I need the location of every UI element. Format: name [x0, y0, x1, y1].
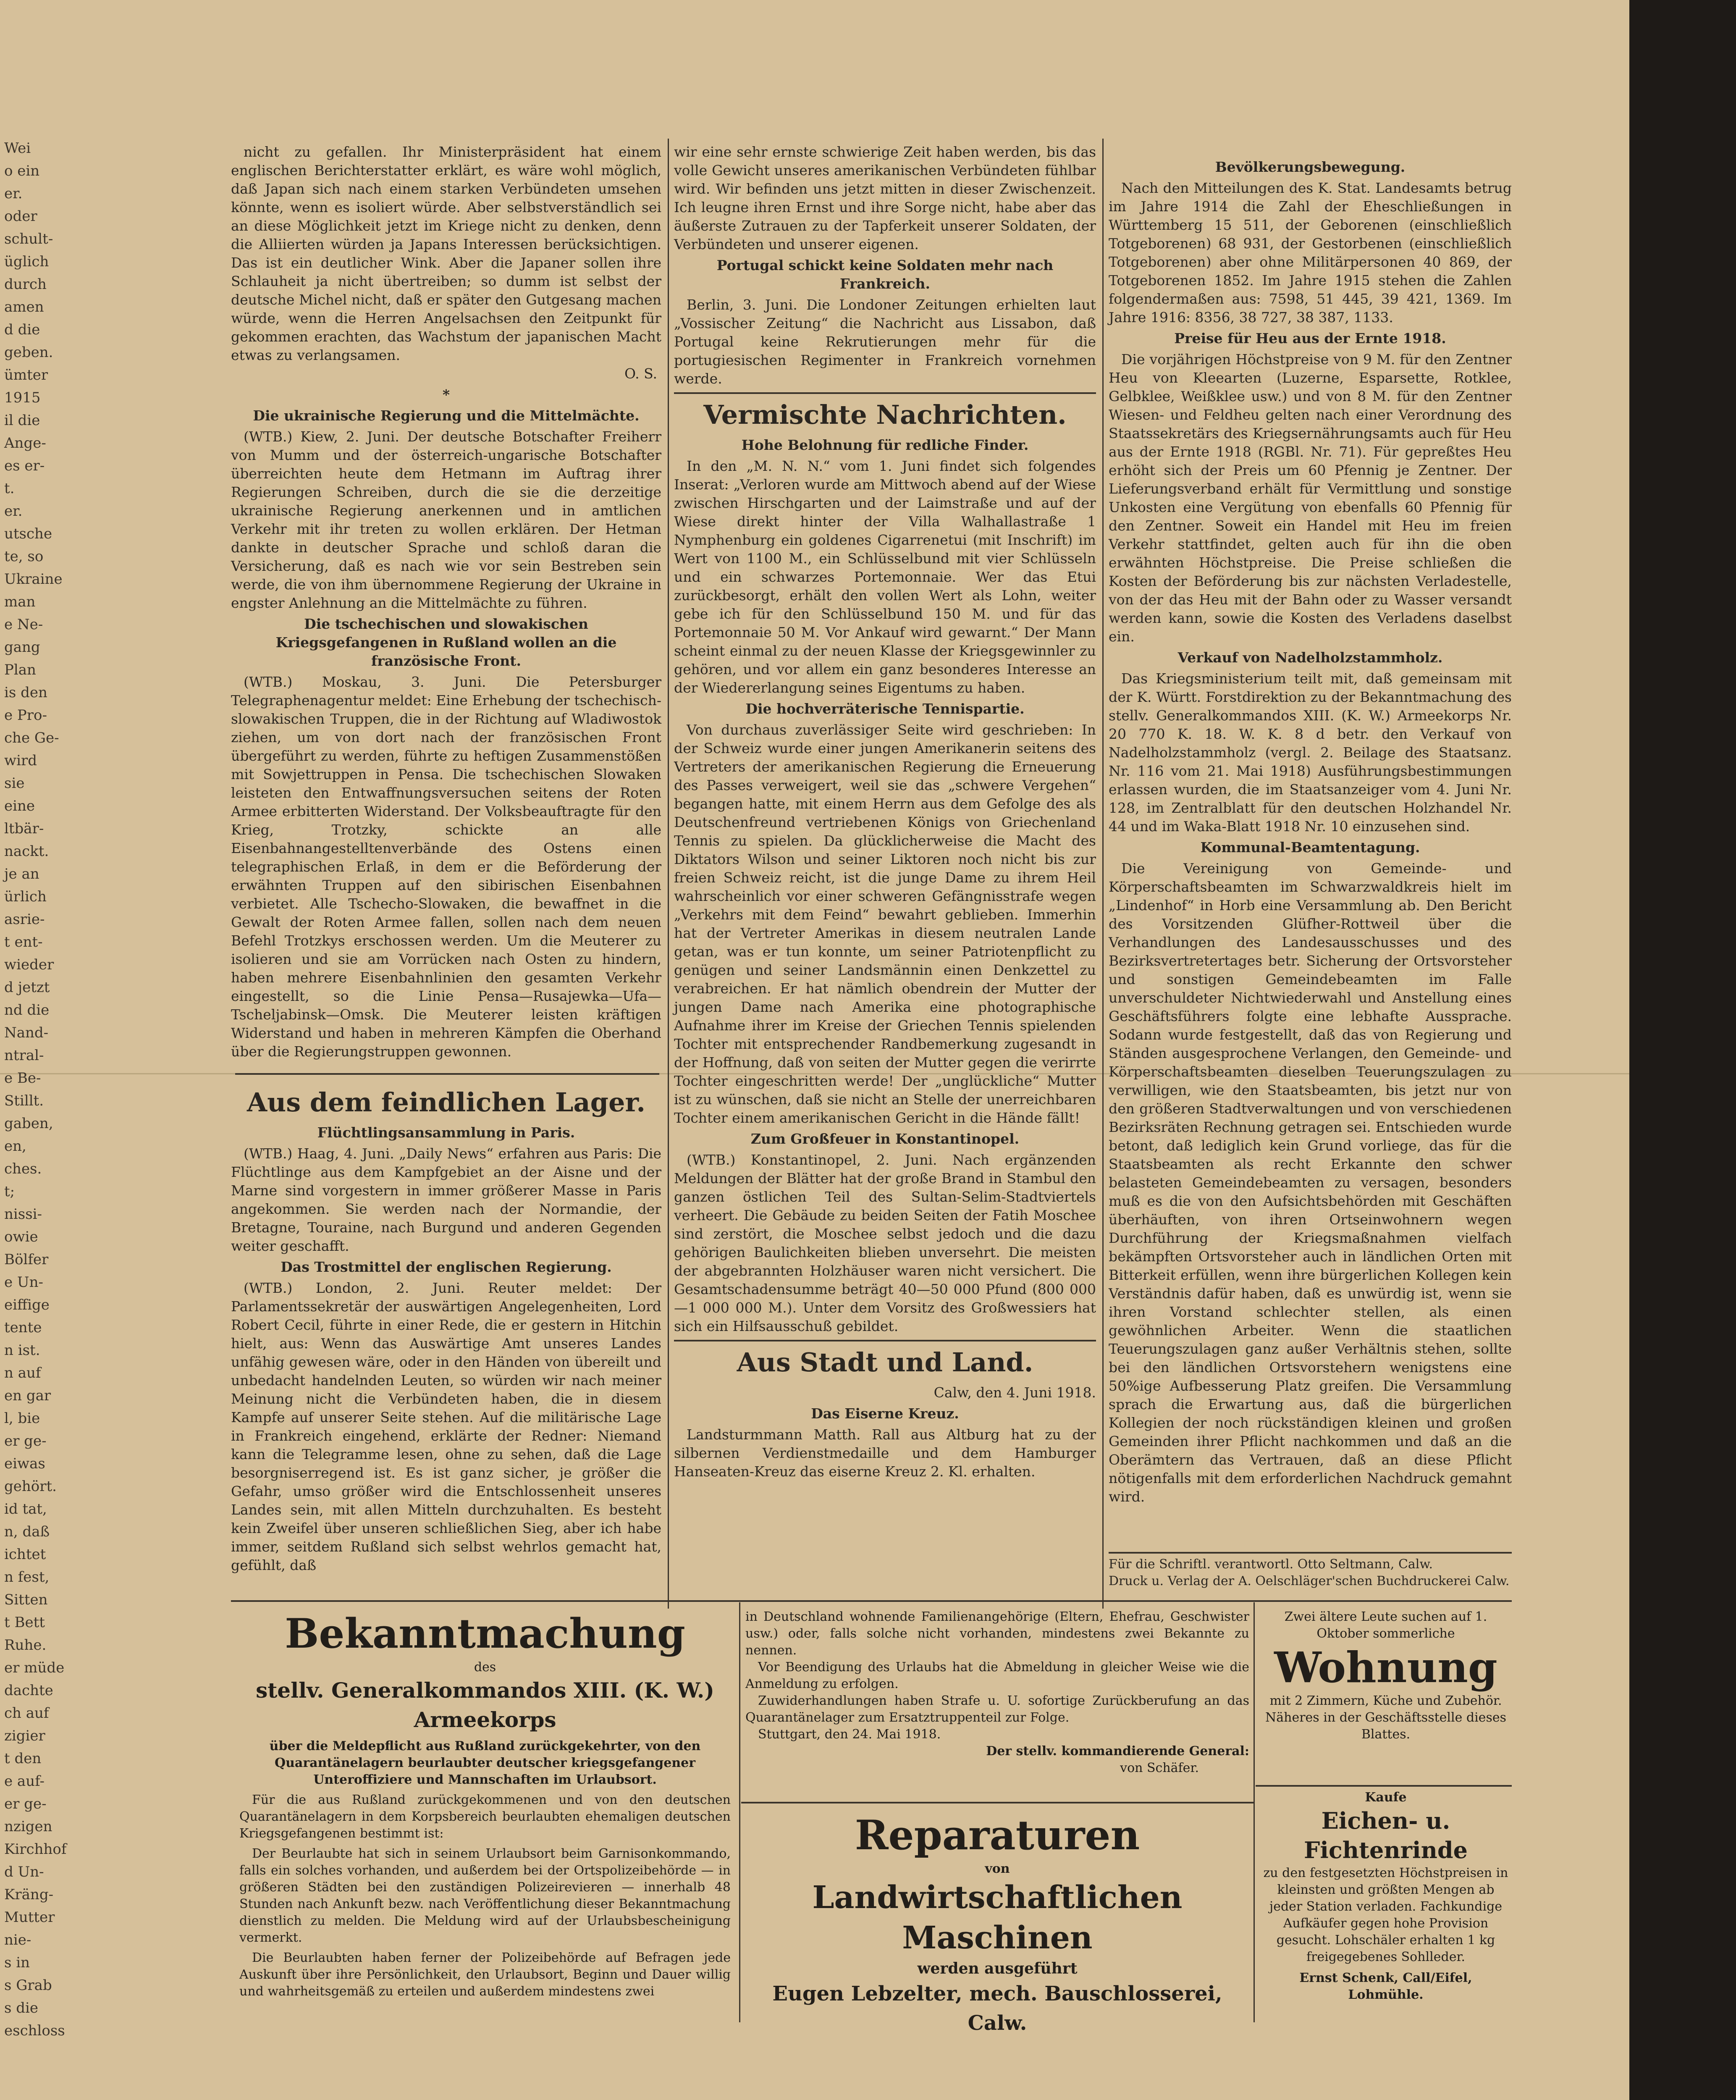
adjacent-page-fragment: er ge-	[4, 1796, 47, 1812]
adjacent-page-fragment: Kirchhof	[4, 1841, 67, 1858]
adjacent-page-fragment: e Un-	[4, 1274, 43, 1291]
kaufe-ad	[1260, 1789, 1512, 2024]
ad-text: mit 2 Zimmern, Küche und Zubehör. Näheres in der Geschäftsstelle dieses Blattes.	[1265, 1693, 1506, 1742]
wohnung-ad	[1260, 1609, 1512, 1781]
adjacent-page-fragment: Nand-	[4, 1024, 49, 1041]
adjacent-page-fragment: ch auf	[4, 1705, 49, 1722]
bekanntmachung-notice	[235, 1609, 735, 2012]
notice-des: des	[474, 1660, 496, 1675]
imprint-rule	[1109, 1552, 1512, 1554]
section-heading: Aus dem feindlichen Lager.	[247, 1087, 645, 1118]
adjacent-page-fragment: s die	[4, 2000, 39, 2016]
page-spine	[1629, 0, 1736, 2100]
adjacent-page-fragment: Mutter	[4, 1909, 55, 1926]
adjacent-page-fragment: sie	[4, 775, 25, 792]
adjacent-page-fragment: er müde	[4, 1659, 65, 1676]
notice-title: Bekanntmachung	[285, 1610, 685, 1657]
article-heading: Preise für Heu aus der Ernte 1918.	[1174, 330, 1446, 346]
adjacent-page-fragment: eine	[4, 798, 35, 814]
adjacent-page-fragment: amen	[4, 299, 44, 315]
adjacent-page-fragment: tente	[4, 1319, 42, 1336]
adjacent-page-fragment: je an	[4, 866, 39, 882]
adjacent-page-fragment: nie-	[4, 1932, 31, 1948]
adjacent-page-fragment: n fest,	[4, 1569, 50, 1586]
article-heading: Portugal schickt keine Soldaten mehr nach Frankreich.	[716, 257, 1054, 292]
adjacent-page-fragment: nd die	[4, 1002, 50, 1018]
article-paragraph: Das Kriegsministerium teilt mit, daß gemeinsam mit der K. Württ. Forstdirektion zu der Bekanntmachung des stellv. Generalkommandos XIII. (K. W.) Armeekorps Nr. 20 770 K. 18. W. K. 8 d betr. den Verkauf von Nadelholzstammholz (vergl. 2. Beilage des Staatsanz. Nr. 116 vom 21. Mai 1918) Ausführungsbestimmungen erlassen wurden, die im Staatsanzeiger vom 4. Juni Nr. 128, im Zentralblatt für den deutschen Holzhandel Nr. 44 und im Waka-Blatt 1918 Nr. 10 einzusehen sind.	[1109, 670, 1512, 835]
adjacent-page-fragment: 1915	[4, 389, 41, 406]
article-column-right	[1109, 155, 1512, 1546]
adjacent-page-fragment: t;	[4, 1183, 15, 1200]
adjacent-page-fragment: er.	[4, 185, 23, 202]
adjacent-page-fragment: er.	[4, 503, 23, 520]
notice-continuation	[745, 1609, 1249, 1800]
adjacent-page-fragment: te, so	[4, 548, 44, 565]
adjacent-page-fragment: üglich	[4, 253, 49, 270]
article-heading: Hohe Belohnung für redliche Finder.	[741, 437, 1029, 453]
ad-firm: Eugen Lebzelter, mech. Bauschlosserei, Calw.	[772, 1982, 1222, 2035]
adjacent-page-fragment: Ruhe.	[4, 1637, 47, 1654]
adjacent-page-fragment: e Ne-	[4, 616, 43, 633]
adjacent-page-fragment: is den	[4, 684, 47, 701]
notice-date: Stuttgart, den 24. Mai 1918.	[758, 1727, 941, 1742]
article-heading: Kommunal-Beamtentagung.	[1200, 839, 1420, 856]
adjacent-page-fragment: en,	[4, 1138, 26, 1155]
adjacent-page-fragment: Wei	[4, 140, 31, 157]
article-heading: Die hochverräterische Tennispartie.	[745, 701, 1025, 717]
ads-rule	[741, 1802, 1253, 1803]
adjacent-page-fragment: er ge-	[4, 1433, 47, 1449]
adjacent-page-fragment: Stillt.	[4, 1092, 44, 1109]
adjacent-page-fragment: eschloss	[4, 2022, 65, 2039]
article-heading: Verkauf von Nadelholzstammholz.	[1177, 649, 1443, 666]
notice-paragraph: in Deutschland wohnende Familienangehörige (Eltern, Ehefrau, Geschwister usw.) oder, falls solche nicht vorhanden, mindestens zwei Bekannte zu nennen.	[745, 1609, 1249, 1658]
ad-machines: Landwirtschaftlichen Maschinen	[812, 1880, 1183, 1956]
notice-signature: Der stellv. kommandierende General:	[986, 1744, 1249, 1759]
adjacent-page-fragment: utsche	[4, 525, 52, 542]
article-signature: O. S.	[624, 365, 657, 382]
notice-paragraph: Der Beurlaubte hat sich in seinem Urlaubsort beim Garnisonkommando, falls ein solches vorhanden, und außerdem bei der Ortspolizeibehörde — in größeren Städten bei den zuständigen Polizeirevieren — innerhalb 48 Stunden nach Ankunft bezw. nach Veröffentlichung dieser Bekanntmachung dienstlich zu melden. Die Meldung wird auf der Urlaubsbescheinigung vermerkt.	[239, 1846, 731, 1945]
adjacent-page-fragment: oder	[4, 208, 37, 225]
article-paragraph: Nach den Mitteilungen des K. Stat. Landesamts betrug im Jahre 1914 die Zahl der Eheschließungen in Württemberg 15 511, der Geborenen (einschließlich Totgeborenen) 68 931, der Gestorbenen (einschließlich Totgeborenen) aber ohne Militärpersonen 40 869, der Totgeborenen 1852. Im Jahre 1915 stehen die Zahlen folgendermaßen aus: 7598, 51 445, 39 421, 1369. Im Jahre 1916: 8356, 38 727, 38 387, 1133.	[1109, 180, 1512, 326]
adjacent-page-fragment: d Un-	[4, 1864, 44, 1880]
ad-firm: Ernst Schenk, Call/Eifel,	[1299, 1971, 1472, 1985]
adjacent-page-fragment: ichtet	[4, 1546, 46, 1563]
adjacent-page-fragment: en gar	[4, 1387, 51, 1404]
article-heading: Die tschechischen und slowakischen Kriegsgefangenen in Rußland wollen an die französische Front.	[275, 616, 617, 669]
adjacent-page-fragment: gaben,	[4, 1115, 53, 1132]
notice-subtitle: über die Meldepflicht aus Rußland zurückgekehrter, von den Quarantänelagern beurlaubter deutscher kriegsgefangener Unteroffiziere und Mannschaften im Urlaubsort.	[269, 1739, 701, 1787]
adjacent-page-fragment: asrie-	[4, 911, 45, 928]
adjacent-page-fragment: n auf	[4, 1365, 41, 1381]
article-paragraph: Die Vereinigung von Gemeinde- und Körperschaftsbeamten im Schwarzwaldkreis hielt im „Lindenhof“ in Horb eine Versammlung ab. Den Bericht des Vorsitzenden Glüfher-Rottweil über die Verhandlungen des Landesausschusses und des Bezirksvertretertages betr. Sicherung der Ortsvorsteher und sonstigen Gemeindebeamten im Falle unverschuldeter Nichtwiederwahl und Anstellung eines Geschäftsführers folgte eine lebhafte Aussprache. Sodann wurde festgestellt, daß das von Regierung und Ständen ausgesprochene Verlangen, den Gemeinde- und Körperschaftsbeamten dieselben Teuerungszulagen zu verwilligen, wie den Staatsbeamten, bis jetzt nur von den größeren Stadtverwaltungen und von verschiedenen Bezirksräten Rechnung getragen sei. Entschieden wurde betont, daß lediglich kein Grund vorliege, das für die Staatsbeamten als recht Erkannte den schwer belasteten Gemeindebeamten zu versagen, besonders muß es die von den Aufsichtsbehörden mit Geschäften überhäuften, von ihren Ortseinwohnern wegen Durchführung der Kriegsmaßnahmen vielfach bekämpften Ortsvorsteher auch in ländlichen Orten mit Bitterkeit erfüllen, wenn ihre bürgerlichen Kollegen kein Verständnis dafür haben, daß es unwürdig ist, wenn sie ihren Vorstand schlechter stellen, als einen gewöhnlichen Arbeiter. Wenn die staatlichen Teuerungszulagen ganz außer Verhältnis stehen, sollte bei den ländlichen Ortsvorstehern wenigstens eine 50%ige Aufbesserung Platz greifen. Die Versammlung sprach die Erwartung aus, daß die bürgerlichen Kollegien der noch rückständigen kleinen und großen Gemeinden ihrer Pflicht nachkommen und daß an die Oberämtern das Vertrauen, daß an diese Pflicht nötigenfalls mit dem erforderlichen Nachdruck gemahnt wird.	[1109, 860, 1512, 1505]
ad-title: Eichen- u. Fichtenrinde	[1304, 1807, 1468, 1864]
article-paragraph: In den „M. N. N.“ vom 1. Juni findet sich folgendes Inserat: „Verloren wurde am Mittwoch abend auf der Wiese zwischen Hirschgarten und der Laimstraße und auf der Wiese direkt hinter der Villa Walhallastraße 1 Nymphenburg ein goldenes Cigarrenetui (mit Inschrift) im Wert von 1100 M., ein Schlüsselbund mit vier Schlüsseln und ein schwarzes Portemonnaie. Wer das Etui zurückbesorgt, erhält den vollen Wert als Lohn, weiter gebe ich für den Schlüsselbund 150 M. und für das Portemonnaie 50 M. Vor Ankauf wird gewarnt.“ Der Mann scheint einmal zu der neuen Klasse der Kriegsgewinnler zu gehören, und vor allem ein ganz besonderes Interesse an der Wiedererlangung seines Eigentums zu haben.	[674, 458, 1096, 696]
adjacent-page-fragment: t Bett	[4, 1614, 45, 1631]
adjacent-page-fragment: ches.	[4, 1160, 42, 1177]
adjacent-page-fragment: gang	[4, 639, 40, 656]
article-paragraph: nicht zu gefallen. Ihr Ministerpräsident hat einem englischen Berichterstatter erklärt, es wäre wohl möglich, daß Japan sich nach einem starken Verbündeten umsehen könnte, wenn es isoliert würde. Aber selbstverständlich sei an diese Möglichkeit jetzt im Kriege nicht zu denken, denn die Alliierten würden ja Japans Interessen berücksichtigen. Das ist ein deutlicher Wink. Aber die Japaner sollen ihre Schlauheit ja nicht übertreiben; so dumm ist selbst der deutsche Michel nicht, daß er später den Gutgesang machen würde, wenn die Herren Angelsachsen den Zeitpunkt für gekommen erachten, das Wachstum der japanischen Macht etwas zu verlangsamen.	[231, 144, 661, 363]
notice-paragraph: Vor Beendigung des Urlaubs hat die Abmeldung in gleicher Weise wie die Anmeldung zu erfolgen.	[745, 1660, 1249, 1691]
article-paragraph: Berlin, 3. Juni. Die Londoner Zeitungen erhielten laut „Vossischer Zeitung“ die Nachricht aus Lissabon, daß Portugal keine Rekrutierungen mehr für die portugiesischen Regimenter in Frankreich vornehmen werde.	[674, 297, 1096, 387]
article-paragraph: Von durchaus zuverlässiger Seite wird geschrieben: In der Schweiz wurde einer jungen Amerikanerin seitens des Vertreters der amerikanischen Regierung die Erneuerung des Passes verweigert, weil sie das „schwere Vergehen“ begangen hatte, mit einem Herrn aus dem Gefolge des als Deutschenfreund vertriebenen Königs von Griechenland Tennis zu spielen. Da glücklicherweise die Macht des Diktators Wilson und seiner Liktoren noch nicht bis zur freien Schweiz reicht, ist die junge Dame zu ihrem Heil wahrscheinlich vor einer schweren Gefängnisstrafe wegen „Verkehrs mit dem Feind“ bewahrt geblieben. Immerhin hat der Vertreter Amerikas in diesem neutralen Lande getan, was er tun konnte, um seiner Patriotenpflicht zu genügen und seiner Landsmännin einen Denkzettel zu verabreichen. Er hat nämlich obendrein der Mutter der jungen Dame nach Amerika eine photographische Aufnahme ihrer im Kreise der Griechen Tennis spielenden Tochter mit entsprechender Randbemerkung zugesandt in der Hoffnung, daß von seiten der Mutter gegen die verirrte Tochter eingeschritten werde! Der „unglückliche“ Mutter ist zu wünschen, daß sie nicht an Stelle der unerreichbaren Tochter einem amerikanischen Gericht in die Hände fällt!	[674, 722, 1096, 1126]
article-heading: Flüchtlingsansammlung in Paris.	[317, 1124, 575, 1141]
article-paragraph: wir eine sehr ernste schwierige Zeit haben werden, bis das volle Gewicht unseres amerikanischen Verbündeten fühlbar wird. Wir befinden uns jetzt mitten in dieser Zwischenzeit. Ich leugne ihren Ernst und ihre Sorge nicht, habe aber das äußerste Zutrauen zu der Tapferkeit unserer Soldaten, der Verbündeten und unserer eigenen.	[674, 144, 1096, 252]
adjacent-page-fragment: ltbär-	[4, 820, 44, 837]
adjacent-page-fragment: es er-	[4, 457, 45, 474]
adjacent-page-fragment: wieder	[4, 956, 54, 973]
article-paragraph: (WTB.) London, 2. Juni. Reuter meldet: Der Parlamentssekretär der auswärtigen Angelegenheiten, Lord Robert Cecil, führte in einer Rede, die er gestern in Hitchin hielt, aus: Wenn das Auswärtige Amt unseres Landes unfähig gewesen wäre, oder in den Händen von übereilt und unbedacht handelnden Leuten, so würden wir nach meiner Meinung nicht die Verbündeten haben, die in diesem Kampfe auf unserer Seite stehen. Auf die militärische Lage in Frankreich eingehend, erklärte der Redner: Niemand kann die Telegramme lesen, ohne zu sehen, daß die Lage besorgniserregend ist. Es ist ganz sicher, je größer die Gefahr, umso größer wird die Entschlossenheit unseres Landes sein, mit allen Mitteln durchzuhalten. Es besteht kein Zweifel über unseren schließlichen Sieg, aber ich habe immer, seitdem Rußland sich selbst wehrlos gemacht hat, gefühlt, daß	[231, 1280, 661, 1573]
ad-title: Reparaturen	[855, 1811, 1140, 1859]
article-paragraph: (WTB.) Moskau, 3. Juni. Die Petersburger Telegraphenagentur meldet: Eine Erhebung der tschechisch-slowakischen Truppen, die in der Richtung auf Wladiwostok ziehen, um von dort nach der französischen Front übergeführt zu werden, führte zu heftigen Zusammenstößen mit Sowjettruppen in Pensa. Die tschechischen Slowaken leisteten den Entwaffnungsversuchen seitens der Roten Armee erbitterten Widerstand. Der Volksbeauftragte für den Krieg, Trotzky, schickte an alle Eisenbahnangestelltenverbände des Ostens einen telegraphischen Erlaß, in dem er die Beförderung der erwähnten Truppen auf den sibirischen Eisenbahnen verbietet. Alle Tschecho-Slowaken, die bewaffnet in die Gewalt der Roten Armee fallen, sollen nach dem neuen Befehl Trotzkys erschossen werden. Um die Meuterer zu isolieren und sie am Vorrücken nach Osten zu hindern, haben mehrere Eisenbahnlinien den gesamten Verkehr eingestellt, so die Linie Pensa—Rusajewka—Ufa—Tscheljabinsk—Omsk. Die Meuterer leisten kräftigen Widerstand und haben in mehreren Kämpfen die Oberhand über die Regierungstruppen gewonnen.	[231, 674, 661, 1060]
ad-kaufe: Kaufe	[1365, 1790, 1407, 1805]
article-heading: Das Eiserne Kreuz.	[811, 1405, 959, 1422]
notice-paragraph: Zuwiderhandlungen haben Strafe u. U. sofortige Zurückberufung an das Quarantänelager zum Ersatztruppenteil zur Folge.	[745, 1693, 1249, 1725]
adjacent-page-fragment: wird	[4, 752, 37, 769]
adjacent-page-fragment: e auf-	[4, 1773, 45, 1790]
adjacent-page-fragment: Ukraine	[4, 571, 63, 588]
adjacent-page-fragment: s Grab	[4, 1977, 52, 1994]
notice-paragraph: Für die aus Rußland zurückgekommenen und von den deutschen Quarantänelagern in dem Korpsbereich beurlaubten ehemaligen deutschen Kriegsgefangenen bestimmt ist:	[239, 1793, 731, 1841]
adjacent-page-fragment: n, daß	[4, 1523, 50, 1540]
article-heading: Die ukrainische Regierung und die Mittelmächte.	[253, 407, 640, 424]
adjacent-page-fragment: ürlich	[4, 888, 47, 905]
imprint	[1109, 1556, 1512, 1598]
adjacent-page-fragment: man	[4, 593, 36, 610]
article-heading: Das Trostmittel der englischen Regierung.	[281, 1259, 612, 1275]
adjacent-page-fragment: schult-	[4, 231, 53, 247]
imprint-line: Druck u. Verlag der A. Oelschläger'schen Buchdruckerei Calw.	[1109, 1574, 1510, 1588]
adjacent-page-fragment: d jetzt	[4, 979, 50, 996]
article-column-middle	[674, 143, 1096, 1588]
adjacent-page-fragment: Bölfer	[4, 1251, 49, 1268]
adjacent-page-fragment: eiwas	[4, 1455, 45, 1472]
article-paragraph: (WTB.) Haag, 4. Juni. „Daily News“ erfahren aus Paris: Die Flüchtlinge aus dem Kampfgebiet an der Aisne und der Marne sind vorgestern in immer größerer Masse in Paris angekommen. Sie werden nach der Normandie, der Bretagne, Touraine, nach Burgund und anderen Gegenden weiter geschafft.	[231, 1145, 661, 1254]
adjacent-page-fragment: t den	[4, 1750, 42, 1767]
adjacent-page-fragment: t ent-	[4, 934, 43, 950]
adjacent-page-fragment: Kräng-	[4, 1886, 54, 1903]
ad-title: Wohnung	[1274, 1643, 1497, 1692]
reparaturen-ad	[745, 1810, 1249, 2035]
adjacent-page-fragment: ümter	[4, 367, 48, 383]
adjacent-page-fragment: dachte	[4, 1682, 53, 1699]
adjacent-page-fragment: zigier	[4, 1727, 45, 1744]
ad-von: von	[985, 1861, 1010, 1876]
adjacent-page-fragment: d die	[4, 321, 40, 338]
adjacent-page-fragment: o ein	[4, 163, 40, 179]
adjacent-page-fragment: eiffige	[4, 1297, 50, 1313]
adjacent-page-fragment: s in	[4, 1954, 30, 1971]
article-heading: Zum Großfeuer in Konstantinopel.	[750, 1131, 1020, 1147]
ad-text: zu den festgesetzten Höchstpreisen in kleinsten und größten Mengen ab jeder Station verladen. Fachkundige Aufkäufer gegen hohe Provision gesucht. Lohschäler erhalten 1 kg freigegebenes Sohlleder.	[1263, 1866, 1508, 1964]
adjacent-page-fragment: l, bie	[4, 1410, 40, 1427]
notice-signature-name: von Schäfer.	[1120, 1761, 1199, 1775]
ads-rule	[1256, 1785, 1512, 1787]
article-paragraph: (WTB.) Kiew, 2. Juni. Der deutsche Botschafter Freiherr von Mumm und der österreich-ungarische Botschafter überreichten heute dem Hetmann im Auftrag ihrer Regierungen Schreiben, durch die sie die derzeitige ukrainische Regierung anerkennen und in amtlichen Verkehr mit ihr treten zu wollen erklären. Der Hetman dankte in deutscher Sprache und schloß daran die Versicherung, daß es nach wie vor sein Bestreben sein werde, die von ihm übernommene Regierung der Ukraine in engster Anlehnung an die Mittelmächte zu führen.	[231, 428, 661, 611]
adjacent-page-fragment: durch	[4, 276, 47, 293]
article-paragraph: Landsturmmann Matth. Rall aus Altburg hat zu der silbernen Verdienstmedaille und dem Hamburger Hanseaten-Kreuz das eiserne Kreuz 2. Kl. erhalten.	[674, 1426, 1096, 1480]
adjacent-page-fragment: n ist.	[4, 1342, 40, 1359]
column-rule	[1102, 139, 1104, 1609]
adjacent-page-fragment: che Ge-	[4, 730, 59, 746]
article-paragraph: Die vorjährigen Höchstpreise von 9 M. für den Zentner Heu von Kleearten (Luzerne, Esparsette, Rotklee, Gelbklee, Weißklee usw.) und von 8 M. für den Zentner Wiesen- und Feldheu gelten nach einer Verordnung des Staatssekretärs des Kriegsernährungsamts auch für Heu aus der Ernte 1918 (RGBl. Nr. 71). Für gepreßtes Heu erhöht sich der Preis um 60 Pfennig je Zentner. Der Lieferungsverband erhält für Vermittlung und sonstige Unkosten eine Vergütung von ebenfalls 60 Pfennig für den Zentner. Soweit ein Handel mit Heu im freien Verkehr stattfindet, gelten auch für ihn die oben erwähnten Höchstpreise. Die Preise schließen die Kosten der Beförderung bis zur nächsten Verladestelle, von der das Heu mit der Bahn oder zu Wasser versandt werden kann, sowie die Kosten des Verladens daselbst ein.	[1109, 351, 1512, 645]
column-rule	[668, 139, 669, 1609]
section-rule	[235, 1073, 659, 1075]
imprint-line: Für die Schriftl. verantwortl. Otto Seltmann, Calw.	[1109, 1557, 1433, 1572]
adjacent-page-fragment: gehört.	[4, 1478, 57, 1495]
notice-corps: stellv. Generalkommandos XIII. (K. W.) Armeekorps	[256, 1678, 714, 1732]
article-heading: Bevölkerungsbewegung.	[1215, 159, 1406, 175]
article-column-left	[231, 143, 661, 1067]
adjacent-page-fragment: t.	[4, 480, 15, 497]
adjacent-page-fragment: geben.	[4, 344, 53, 361]
adjacent-page-fragment: il die	[4, 412, 40, 429]
adjacent-page-fragment: nackt.	[4, 843, 49, 860]
adjacent-page-fragment: Ange-	[4, 435, 46, 452]
adjacent-page-fragment: owie	[4, 1228, 38, 1245]
adjacent-page-fragment: nzigen	[4, 1818, 52, 1835]
notice-paragraph: Die Beurlaubten haben ferner der Polizeibehörde auf Befragen jede Auskunft über ihre Persönlichkeit, den Urlaubsort, Beginn und Dauer willig und wahrheitsgemäß zu erteilen und außerdem mindestens zwei	[239, 1950, 731, 1999]
adjacent-page-fragment: Sitten	[4, 1591, 48, 1608]
adjacent-page-fragment: Plan	[4, 662, 36, 678]
adjacent-page-fragment: nissi-	[4, 1206, 42, 1223]
ad-werden: werden ausgeführt	[917, 1960, 1078, 1977]
article-column-left-lower	[231, 1082, 661, 1590]
ads-rule	[1253, 1602, 1255, 2022]
ads-top-rule	[231, 1600, 1512, 1602]
ads-rule	[739, 1602, 740, 2022]
section-heading: Aus Stadt und Land.	[674, 1340, 1096, 1379]
ad-place: Lohmühle.	[1348, 1987, 1424, 2002]
adjacent-page-fragment: e Be-	[4, 1070, 41, 1087]
section-heading: Vermischte Nachrichten.	[674, 392, 1096, 432]
separator-star: *	[442, 386, 450, 403]
article-paragraph: (WTB.) Konstantinopel, 2. Juni. Nach ergänzenden Meldungen der Blätter hat der große Brand in Stambul den ganzen östlichen Teil des Sultan-Selim-Stadtviertels verheert. Die Gebäude zu beiden Seiten der Fatih Moschee sind zerstört, die Moschee selbst jedoch und die dazu gehörigen Baulichkeiten blieben unversehrt. Die meisten der abgebrannten Holzhäuser waren nicht versichert. Die Gesamtschadensumme beträgt 40—50 000 Pfund (800 000—1 000 000 M.). Unter dem Vorsitz des Großwessiers hat sich ein Hilfsausschuß gebildet.	[674, 1152, 1096, 1334]
dateline: Calw, den 4. Juni 1918.	[934, 1384, 1096, 1401]
adjacent-page-fragment: e Pro-	[4, 707, 47, 724]
adjacent-page-fragment: id tat,	[4, 1501, 47, 1517]
adjacent-page-fragment: ntral-	[4, 1047, 44, 1064]
ad-intro: Zwei ältere Leute suchen auf 1. Oktober sommerliche	[1284, 1609, 1487, 1641]
